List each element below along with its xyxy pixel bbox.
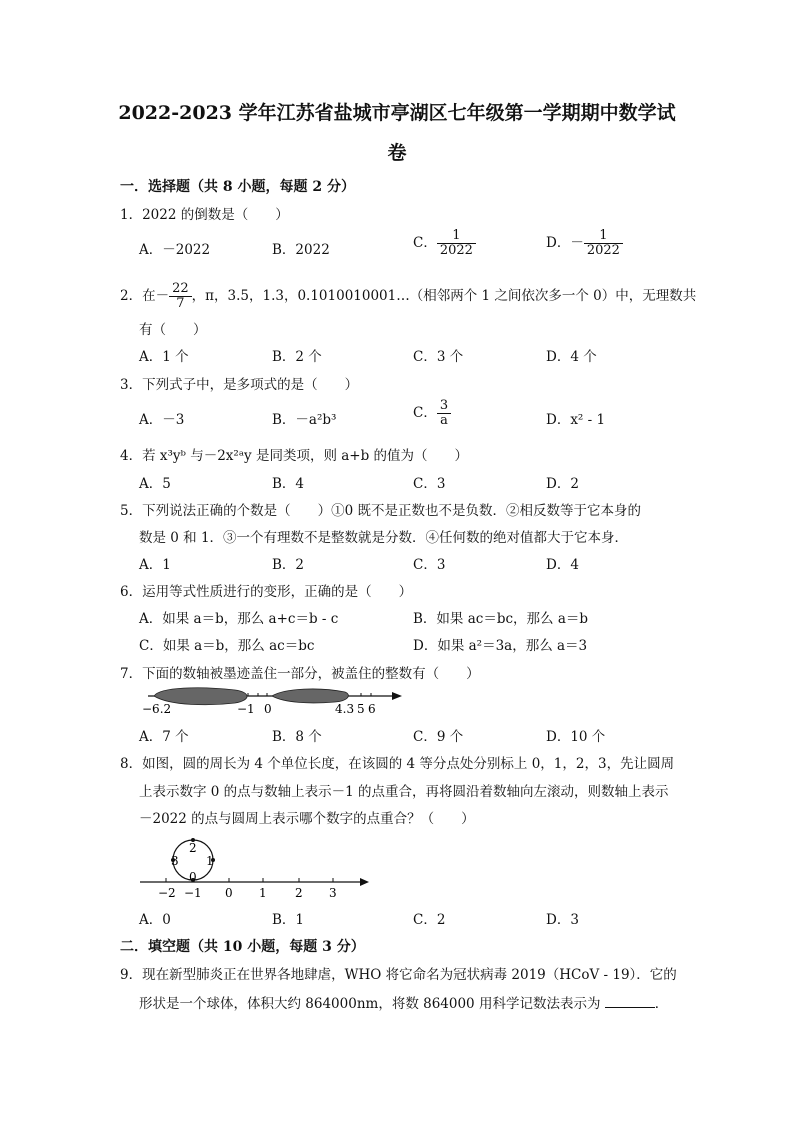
question-2-line2: 有（ ） bbox=[139, 322, 207, 338]
question-5-option-c: C．3 bbox=[413, 557, 446, 573]
option-prefix: C． bbox=[413, 405, 437, 421]
fraction bbox=[584, 229, 623, 258]
question-2-stem bbox=[120, 282, 696, 311]
question-8-option-d: D．3 bbox=[546, 912, 579, 928]
question-2-option-b: B．2 个 bbox=[272, 349, 322, 365]
fraction-denominator: 2022 bbox=[439, 243, 473, 258]
question-5-option-b: B．2 bbox=[272, 557, 305, 573]
circle-label: 3 bbox=[171, 854, 179, 868]
section-heading-fill-in: 二．填空题（共 10 小题，每题 3 分） bbox=[120, 939, 365, 955]
fraction-denominator: a bbox=[440, 413, 448, 428]
axis-label: 4.3 bbox=[335, 702, 355, 716]
fraction bbox=[169, 282, 192, 311]
question-4-stem: 4．若 x³yᵇ 与－2x²ᵃy 是同类项，则 a+b 的值为（ ） bbox=[120, 448, 469, 464]
question-4-option-b: B．4 bbox=[272, 476, 305, 492]
answer-blank[interactable] bbox=[605, 1007, 655, 1008]
question-8-line2: 上表示数字 0 的点与数轴上表示－1 的点重合，再将圆沿着数轴向左滚动，则数轴上表示 bbox=[139, 784, 669, 800]
question-4-option-c: C．3 bbox=[413, 476, 446, 492]
question-2-rest: ，π，3.5，1.3，0.1010010001…（相邻两个 1 之间依次多一个 0）中，无理数共 bbox=[191, 288, 697, 304]
question-8-option-b: B．1 bbox=[272, 912, 305, 928]
fraction bbox=[437, 399, 451, 428]
question-3-option-d: D．x² - 1 bbox=[546, 412, 606, 428]
question-4-option-a: A．5 bbox=[139, 476, 171, 492]
page-title: 2022-2023 学年江苏省盐城市亭湖区七年级第一学期期中数学试 bbox=[118, 102, 676, 124]
axis-label: −1 bbox=[237, 702, 255, 716]
question-6-option-d: D．如果 a²＝3a，那么 a＝3 bbox=[413, 638, 588, 654]
question-7-option-a: A．7 个 bbox=[139, 729, 189, 745]
question-5-line1: 5．下列说法正确的个数是（ ）①0 既不是正数也不是负数．②相反数等于它本身的 bbox=[120, 503, 641, 519]
page-title-continued: 卷 bbox=[387, 142, 407, 164]
option-prefix: D．－ bbox=[546, 235, 584, 251]
circle-label: 1 bbox=[206, 854, 214, 868]
question-5-option-d: D．4 bbox=[546, 557, 579, 573]
question-1-option-d bbox=[546, 229, 623, 258]
question-6-option-b: B．如果 ac＝bc，那么 a＝b bbox=[413, 611, 589, 627]
question-9-end: ． bbox=[654, 996, 669, 1012]
question-7-option-d: D．10 个 bbox=[546, 729, 606, 745]
question-6-stem: 6．运用等式性质进行的变形，正确的是（ ） bbox=[120, 584, 413, 600]
question-3-option-b: B．－a²b³ bbox=[272, 412, 337, 428]
question-9-text: 形状是一个球体，体积大约 864000nm，将数 864000 用科学记数法表示为 bbox=[139, 996, 601, 1012]
circle-label: 2 bbox=[189, 841, 197, 855]
fraction-denominator: 2022 bbox=[586, 243, 620, 258]
question-9-line1: 9．现在新型肺炎正在世界各地肆虐，WHO 将它命名为冠状病毒 2019（HCoV - 19）．它的 bbox=[120, 967, 677, 983]
question-3-option-c bbox=[413, 399, 451, 428]
rolling-circle-figure bbox=[138, 832, 378, 902]
axis-label: 5 bbox=[357, 702, 365, 716]
question-2-option-c: C．3 个 bbox=[413, 349, 464, 365]
arrow-head-icon bbox=[360, 878, 369, 886]
axis-label: 0 bbox=[225, 886, 233, 900]
question-5-line2: 数是 0 和 1．③一个有理数不是整数就是分数．④任何数的绝对值都大于它本身． bbox=[139, 530, 629, 546]
question-7-option-b: B．8 个 bbox=[272, 729, 322, 745]
circle-label: 0 bbox=[189, 870, 197, 884]
question-1-stem: 1．2022 的倒数是（ ） bbox=[120, 207, 289, 223]
section-heading-choice: 一．选择题（共 8 小题，每题 2 分） bbox=[120, 179, 355, 195]
question-3-stem: 3．下列式子中，是多项式的是（ ） bbox=[120, 377, 359, 393]
question-1-option-c bbox=[413, 229, 476, 258]
question-5-option-a: A．1 bbox=[139, 557, 171, 573]
question-6-option-c: C．如果 a＝b，那么 ac＝bc bbox=[139, 638, 315, 654]
question-8-line3: －2022 的点与圆周上表示哪个数字的点重合？（ ） bbox=[139, 811, 475, 827]
axis-label: 2 bbox=[295, 886, 303, 900]
axis-label: 6 bbox=[368, 702, 376, 716]
question-4-option-d: D．2 bbox=[546, 476, 579, 492]
fraction-numerator: 3 bbox=[437, 399, 451, 414]
question-1-option-b: B．2022 bbox=[272, 242, 330, 258]
question-1-option-a: A．－2022 bbox=[139, 242, 211, 258]
question-8-option-c: C．2 bbox=[413, 912, 446, 928]
question-2-option-d: D．4 个 bbox=[546, 349, 597, 365]
fraction bbox=[437, 229, 476, 258]
question-7-option-c: C．9 个 bbox=[413, 729, 464, 745]
ink-blot-right bbox=[272, 689, 348, 703]
fraction-numerator: 1 bbox=[584, 229, 623, 244]
arrow-head-icon bbox=[392, 692, 402, 700]
question-7-stem: 7．下面的数轴被墨迹盖住一部分，被盖住的整数有（ ） bbox=[120, 666, 480, 682]
option-prefix: C． bbox=[413, 235, 437, 251]
question-8-option-a: A．0 bbox=[139, 912, 171, 928]
question-2-option-a: A．1 个 bbox=[139, 349, 189, 365]
question-2-prefix: 2．在－ bbox=[120, 288, 170, 304]
fraction-numerator: 1 bbox=[437, 229, 476, 244]
axis-label: 3 bbox=[329, 886, 337, 900]
axis-label: 0 bbox=[264, 702, 272, 716]
question-8-line1: 8．如图，圆的周长为 4 个单位长度，在该圆的 4 等分点处分别标上 0，1，2，3，先让圆周 bbox=[120, 756, 675, 772]
question-9-line2 bbox=[139, 992, 668, 1012]
axis-label: −2 bbox=[158, 886, 176, 900]
number-line-with-ink-figure bbox=[140, 684, 410, 718]
axis-label: 1 bbox=[259, 886, 267, 900]
fraction-numerator: 22 bbox=[169, 282, 192, 297]
fraction-denominator: 7 bbox=[176, 296, 185, 311]
question-3-option-a: A．－3 bbox=[139, 412, 185, 428]
question-6-option-a: A．如果 a＝b，那么 a+c＝b - c bbox=[139, 611, 339, 627]
axis-label: −1 bbox=[184, 886, 202, 900]
axis-label: −6.2 bbox=[142, 702, 172, 716]
